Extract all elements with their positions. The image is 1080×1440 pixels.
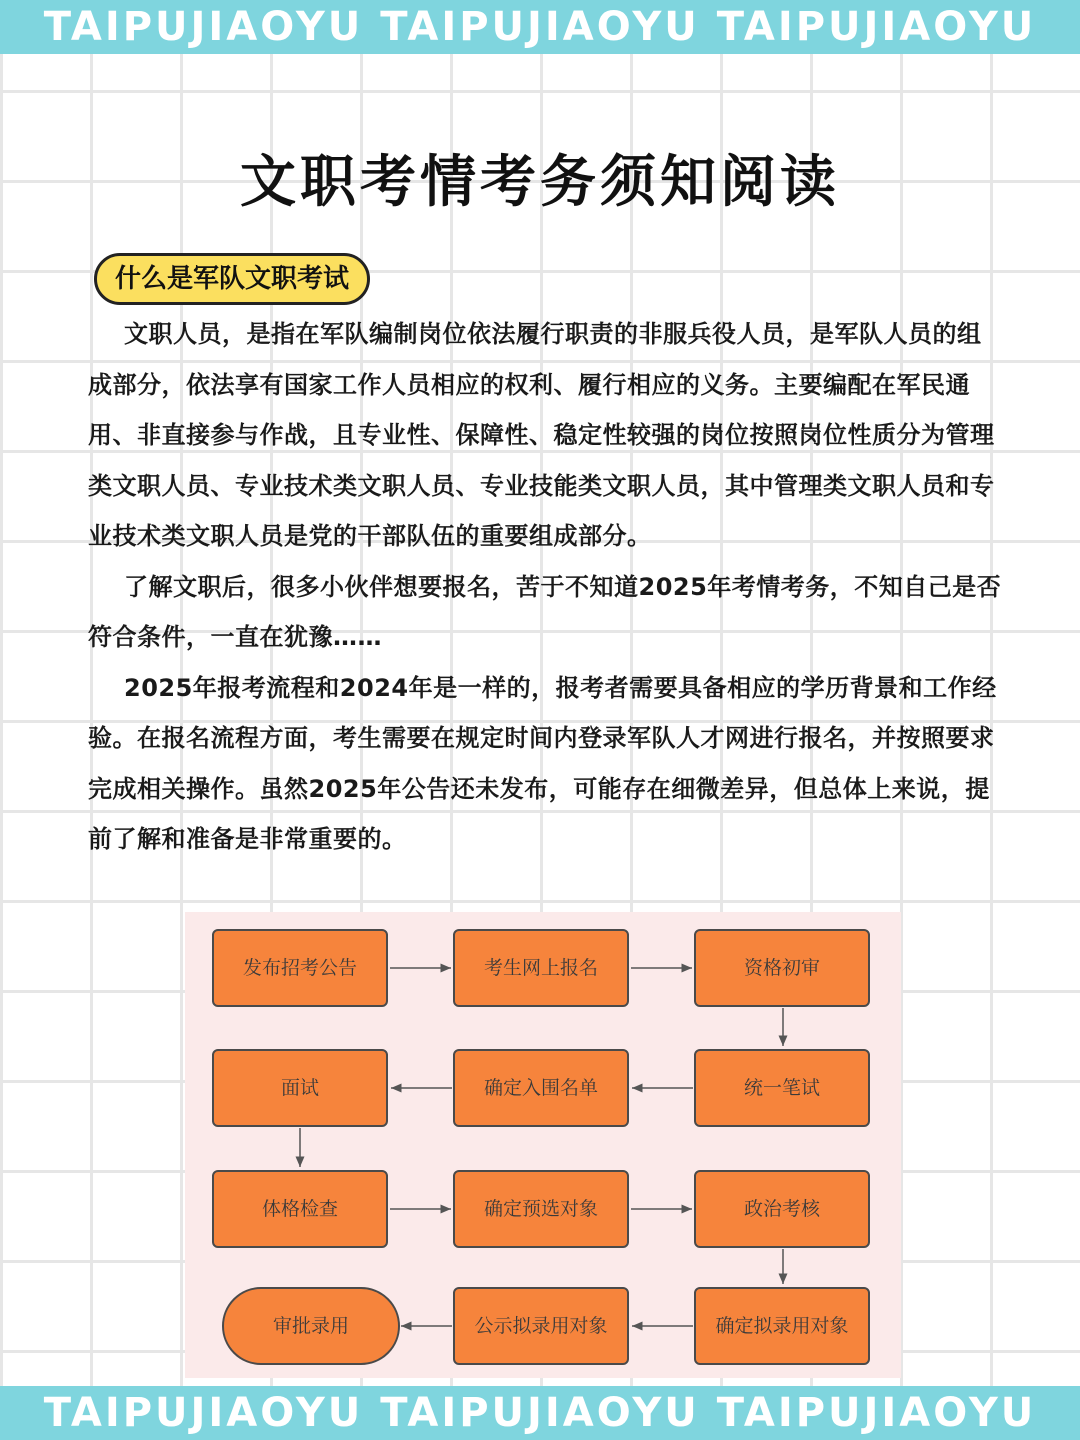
process-flowchart	[185, 912, 901, 1378]
step-proposed-hire: 确定拟录用对象	[694, 1287, 870, 1365]
paragraph-2: 了解文职后，很多小伙伴想要报名，苦于不知道2025年考情考务，不知自己是否符合条件，一直在犹豫……	[88, 572, 1002, 651]
step-preselection: 确定预选对象	[453, 1170, 629, 1248]
step-qualification-review: 资格初审	[694, 929, 870, 1007]
bottom-banner: TAIPUJIAOYU TAIPUJIAOYU TAIPUJIAOYU	[0, 1386, 1080, 1440]
page-title: 文职考情考务须知阅读	[240, 150, 840, 215]
step-final-approval: 审批录用	[222, 1287, 400, 1365]
article-body	[88, 309, 1004, 865]
paragraph-1: 文职人员，是指在军队编制岗位依法履行职责的非服兵役人员，是军队人员的组成部分，依法享有国家工作人员相应的权利、履行相应的义务。主要编配在军民通用、非直接参与作战，且专业性、保障性、稳定性较强的岗位按照岗位性质分为管理类文职人员、专业技术类文职人员、专业技能类文职人员，其中管理类文职人员和专业技术类文职人员是党的干部队伍的重要组成部分。	[88, 320, 995, 550]
step-physical-exam: 体格检查	[212, 1170, 388, 1248]
section-heading: 什么是军队文职考试	[94, 253, 370, 305]
step-written-exam: 统一笔试	[694, 1049, 870, 1127]
step-online-registration: 考生网上报名	[453, 929, 629, 1007]
step-political-review: 政治考核	[694, 1170, 870, 1248]
step-shortlist: 确定入围名单	[453, 1049, 629, 1127]
paragraph-3: 2025年报考流程和2024年是一样的，报考者需要具备相应的学历背景和工作经验。在报名流程方面，考生需要在规定时间内登录军队人才网进行报名，并按照要求完成相关操作。虽然2025年公告还未发布，可能存在细微差异，但总体上来说，提前了解和准备是非常重要的。	[88, 673, 997, 853]
step-publish-notice: 发布招考公告	[212, 929, 388, 1007]
top-banner: TAIPUJIAOYU TAIPUJIAOYU TAIPUJIAOYU	[0, 0, 1080, 54]
step-interview: 面试	[212, 1049, 388, 1127]
step-publicize-hire: 公示拟录用对象	[453, 1287, 629, 1365]
